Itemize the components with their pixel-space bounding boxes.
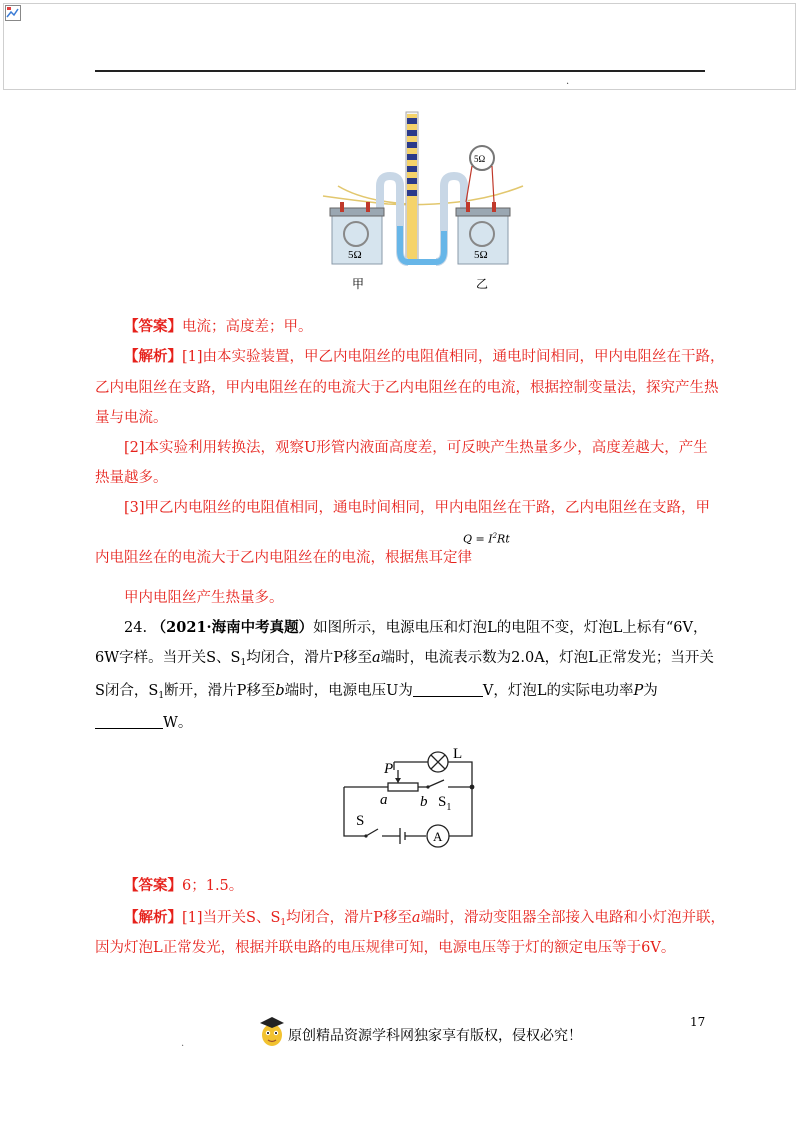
question24-line4: W。	[95, 713, 192, 733]
slider-p-label: P	[384, 761, 394, 777]
broken-image-icon	[5, 5, 21, 21]
analysis1-line3: 量与电流。	[95, 410, 168, 426]
question-source: （2021·海南中考真题）	[151, 619, 314, 636]
joule-law-formula: $Q = I^2Rt$	[463, 532, 510, 546]
answer1	[124, 317, 313, 337]
answer2-text: 6；1.5。	[182, 878, 244, 894]
analysis2-line2: 因为灯泡L正常发光，根据并联电路的电压规律可知，电源电压等于灯的额定电压等于6V。	[95, 940, 676, 956]
resistor-right-label: 5Ω	[474, 249, 488, 261]
terminal-a-label: a	[380, 792, 388, 808]
switch-s-label: S	[356, 813, 365, 829]
header-rule	[95, 70, 705, 72]
switch-s1-label: $S_1$	[438, 794, 452, 813]
question24-line3: S闭合，$S_1$断开，滑片P移至b端时，电源电压U为 V，灯泡L的实际电功率P为	[95, 683, 658, 701]
answer-blank-voltage[interactable]	[413, 682, 483, 697]
scholar-mascot-icon	[258, 1015, 286, 1047]
container-jia-label: 甲	[352, 277, 365, 291]
question24-line1: 24. （2021·海南中考真题）如图所示，电源电压和灯泡L的电阻不变，灯泡L上标有“6V，	[124, 619, 708, 636]
analysis2-tag: 【解析】	[124, 909, 182, 926]
page-number: 17	[690, 1015, 706, 1029]
analysis1-text1: [1]由本实验装置，甲乙内电阻丝的电阻值相同，通电时间相同，甲内电阻丝在干路，	[182, 349, 725, 365]
answer1-tag: 【答案】	[124, 318, 182, 335]
resistor-left-label: 5Ω	[348, 249, 362, 261]
analysis2-line1: 【解析】[1]当开关S、$S_1$均闭合，滑片P移至a端时，滑动变阻器全部接入电路和小灯泡并联，	[124, 909, 726, 928]
lamp-label: L	[453, 746, 463, 762]
analysis1-line8: 甲内电阻丝产生热量多。	[124, 590, 284, 606]
circuit-diagram	[340, 740, 480, 855]
answer-blank-power[interactable]	[95, 714, 163, 729]
header-frame	[3, 3, 796, 90]
container-yi-label: 乙	[476, 277, 489, 291]
analysis1-tag: 【解析】	[124, 348, 182, 365]
analysis1-line6: [3]甲乙内电阻丝的电阻值相同，通电时间相同，甲内电阻丝在干路，乙内电阻丝在支路，甲	[124, 500, 711, 516]
header-dot: .	[566, 76, 570, 87]
answer2	[124, 876, 243, 896]
answer2-tag: 【答案】	[124, 877, 182, 894]
resistor-top-label: 5Ω	[474, 154, 486, 164]
analysis1-line4: [2]本实验利用转换法，观察U形管内液面高度差，可反映产生热量多少，高度差越大，产生	[124, 440, 708, 456]
analysis1-line5: 热量越多。	[95, 470, 168, 486]
analysis1-line1	[124, 347, 725, 367]
joule-apparatus-figure	[318, 106, 528, 292]
question-number: 24.	[124, 620, 148, 636]
question24-line2: 6W字样。当开关S、$S_1$均闭合，滑片P移至a端时，电流表示数为2.0A，灯泡L正常发光；当开关	[95, 650, 714, 668]
copyright-footer: 原创精品资源学科网独家享有版权，侵权必究！	[288, 1028, 582, 1044]
analysis1-line7: 内电阻丝在的电流大于乙内电阻丝在的电流，根据焦耳定律	[95, 550, 472, 566]
terminal-b-label: b	[420, 794, 428, 810]
answer1-text: 电流；高度差；甲。	[182, 319, 313, 335]
analysis1-line2: 乙内电阻丝在支路，甲内电阻丝在的电流大于乙内电阻丝在的电流，根据控制变量法，探究产生热	[95, 380, 719, 396]
ammeter-label: A	[433, 829, 443, 844]
footer-dot: .	[181, 1038, 185, 1049]
